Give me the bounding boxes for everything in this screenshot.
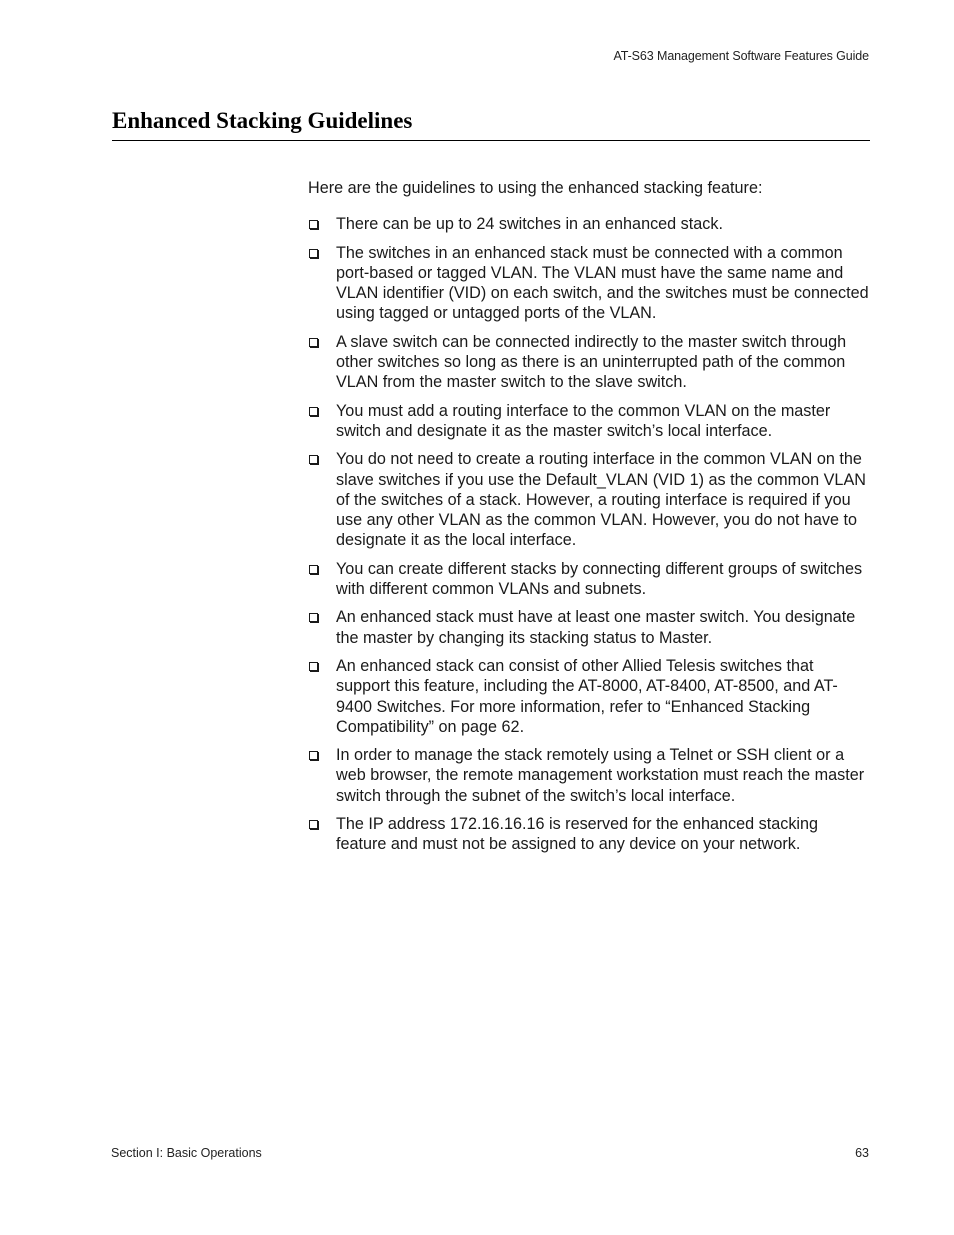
box-bullet-icon [309, 338, 318, 347]
list-item [308, 332, 870, 393]
list-item [308, 559, 870, 600]
list-item-text: A slave switch can be connected indirectly to the master switch through other switches so long as there is an uninterrupted path of the common VLAN from the master switch to the slave switch. [336, 332, 847, 392]
guidelines-content [308, 178, 870, 863]
list-item-text: You must add a routing interface to the common VLAN on the master switch and designate it as the master switch’s local interface. [336, 401, 831, 440]
page-number: 63 [855, 1146, 869, 1160]
list-item [308, 814, 870, 855]
list-item-text: You do not need to create a routing interface in the common VLAN on the slave switches if you use the Default_VLAN (VID 1) as the common VLAN of the switches of a stack. However, a routing interface is required if you use any other VLAN as the common VLAN. However, you do not have to designate it as the local interface. [336, 450, 866, 550]
list-item [308, 401, 870, 442]
box-bullet-icon [309, 407, 318, 416]
box-bullet-icon [309, 751, 318, 760]
box-bullet-icon [309, 662, 318, 671]
guidelines-list [308, 214, 870, 854]
list-item [308, 214, 870, 234]
list-item-text: There can be up to 24 switches in an enhanced stack. [336, 215, 723, 234]
list-item-text: You can create different stacks by connecting different groups of switches with different common VLANs and subnets. [336, 559, 863, 599]
box-bullet-icon [309, 455, 318, 464]
box-bullet-icon [309, 820, 318, 829]
list-item-text: An enhanced stack can consist of other Allied Telesis switches that support this feature, including the AT-8000, AT-8400, AT-8500, and AT-9400 Switches. For more information, refer to “Enhanced Stacking Compatibility” on page 62. [336, 656, 838, 736]
list-item-text: The switches in an enhanced stack must be connected with a common port-based or tagged VLAN. The VLAN must have the same name and VLAN identifier (VID) on each switch, and the switches must be connected using tagged or untagged ports of the VLAN. [336, 243, 869, 323]
intro-paragraph: Here are the guidelines to using the enhanced stacking feature: [308, 179, 763, 197]
running-header: AT-S63 Management Software Features Guide [613, 49, 869, 63]
box-bullet-icon [309, 220, 318, 229]
box-bullet-icon [309, 613, 318, 622]
list-item [308, 745, 870, 806]
list-item-text: In order to manage the stack remotely using a Telnet or SSH client or a web browser, the remote management workstation must reach the master switch through the subnet of the switch’s local interface. [336, 746, 865, 805]
box-bullet-icon [309, 565, 318, 574]
list-item-text: The IP address 172.16.16.16 is reserved for the enhanced stacking feature and must not be assigned to any device on your network. [336, 815, 819, 854]
list-item [308, 243, 870, 324]
list-item-text: An enhanced stack must have at least one master switch. You designate the master by changing its stacking status to Master. [336, 608, 856, 647]
section-title: Enhanced Stacking Guidelines [112, 106, 870, 141]
list-item [308, 607, 870, 648]
list-item [308, 449, 870, 550]
list-item [308, 656, 870, 737]
footer-section-label: Section I: Basic Operations [111, 1146, 262, 1160]
box-bullet-icon [309, 249, 318, 258]
